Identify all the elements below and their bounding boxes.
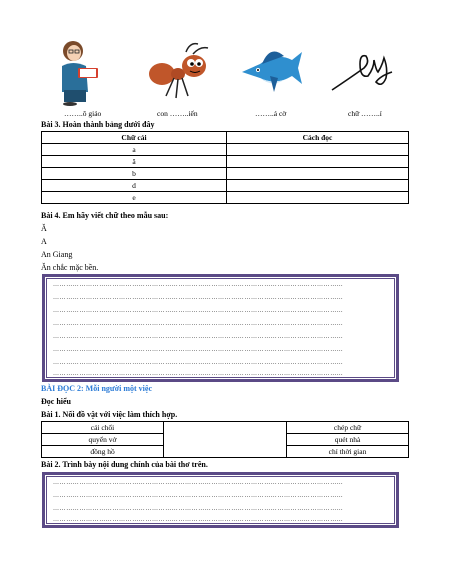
table-row [42,156,409,168]
table-row [42,422,409,434]
dotted-line: …………………………………………………………………………………………………………………… [53,480,344,486]
bai3-heading: Bài 3. Hoàn thành bảng dưới đây [41,120,155,129]
signature-caption: chữ ……..í [348,109,382,118]
letter-cell: ă [42,156,227,168]
reading-section-title: BÀI ĐỌC 2: Mỗi người một việc [41,384,152,393]
reading-cell[interactable] [227,156,409,168]
answer-box[interactable] [42,472,399,528]
column-header-letter: Chữ cái [42,132,227,144]
object-cell[interactable]: đồng hồ [42,446,164,458]
table-row [42,144,409,156]
sample-line: A [41,237,47,246]
table-header-row [42,132,409,144]
dotted-line: …………………………………………………………………………………………………………………… [53,506,344,512]
bai3-table [41,131,409,204]
action-cell[interactable]: quét nhà [287,434,409,446]
reading-cell[interactable] [227,144,409,156]
reading-subheading: Đọc hiểu [41,397,71,406]
dotted-line: …………………………………………………………………………………………………………………… [53,371,344,377]
reading-cell[interactable] [227,192,409,204]
object-cell[interactable]: cái chổi [42,422,164,434]
sample-line: Ă [41,224,47,233]
dotted-line: …………………………………………………………………………………………………………………… [53,282,344,288]
letter-cell: a [42,144,227,156]
column-header-reading: Cách đọc [227,132,409,144]
table-row [42,168,409,180]
bai2-heading: Bài 2. Trình bày nội dung chính của bài thơ trên. [41,460,208,469]
ant-caption: con ……..iến [157,109,198,118]
ant-illustration [148,40,214,102]
fish-illustration [240,42,304,100]
dotted-line: …………………………………………………………………………………………………………………… [53,321,344,327]
letter-cell: b [42,168,227,180]
dotted-line: …………………………………………………………………………………………………………………… [53,334,344,340]
bai4-heading: Bài 4. Em hãy viết chữ theo mẫu sau: [41,211,169,220]
fish-caption: ……..á cờ [255,109,287,118]
bai1-heading: Bài 1. Nối đồ vật với việc làm thích hợp. [41,410,178,419]
letter-cell: e [42,192,227,204]
dotted-line: …………………………………………………………………………………………………………………… [53,493,344,499]
letter-cell: d [42,180,227,192]
dotted-line: …………………………………………………………………………………………………………………… [53,308,344,314]
signature-illustration [330,48,396,94]
action-cell[interactable]: chép chữ [287,422,409,434]
dotted-line: …………………………………………………………………………………………………………………… [53,347,344,353]
connector-area [164,422,287,458]
sample-line: Ăn chắc mặc bền. [41,263,99,272]
action-cell[interactable]: chỉ thời gian [287,446,409,458]
sample-line: An Giang [41,250,73,259]
reading-cell[interactable] [227,168,409,180]
dotted-line: …………………………………………………………………………………………………………………… [53,360,344,366]
teacher-illustration [56,38,106,106]
table-row [42,180,409,192]
dotted-line: …………………………………………………………………………………………………………………… [53,517,344,523]
matching-table [41,421,409,458]
table-row [42,192,409,204]
dotted-line: …………………………………………………………………………………………………………………… [53,295,344,301]
writing-box[interactable] [42,274,399,382]
reading-cell[interactable] [227,180,409,192]
teacher-caption: ……..ô giáo [64,109,102,118]
object-cell[interactable]: quyển vở [42,434,164,446]
